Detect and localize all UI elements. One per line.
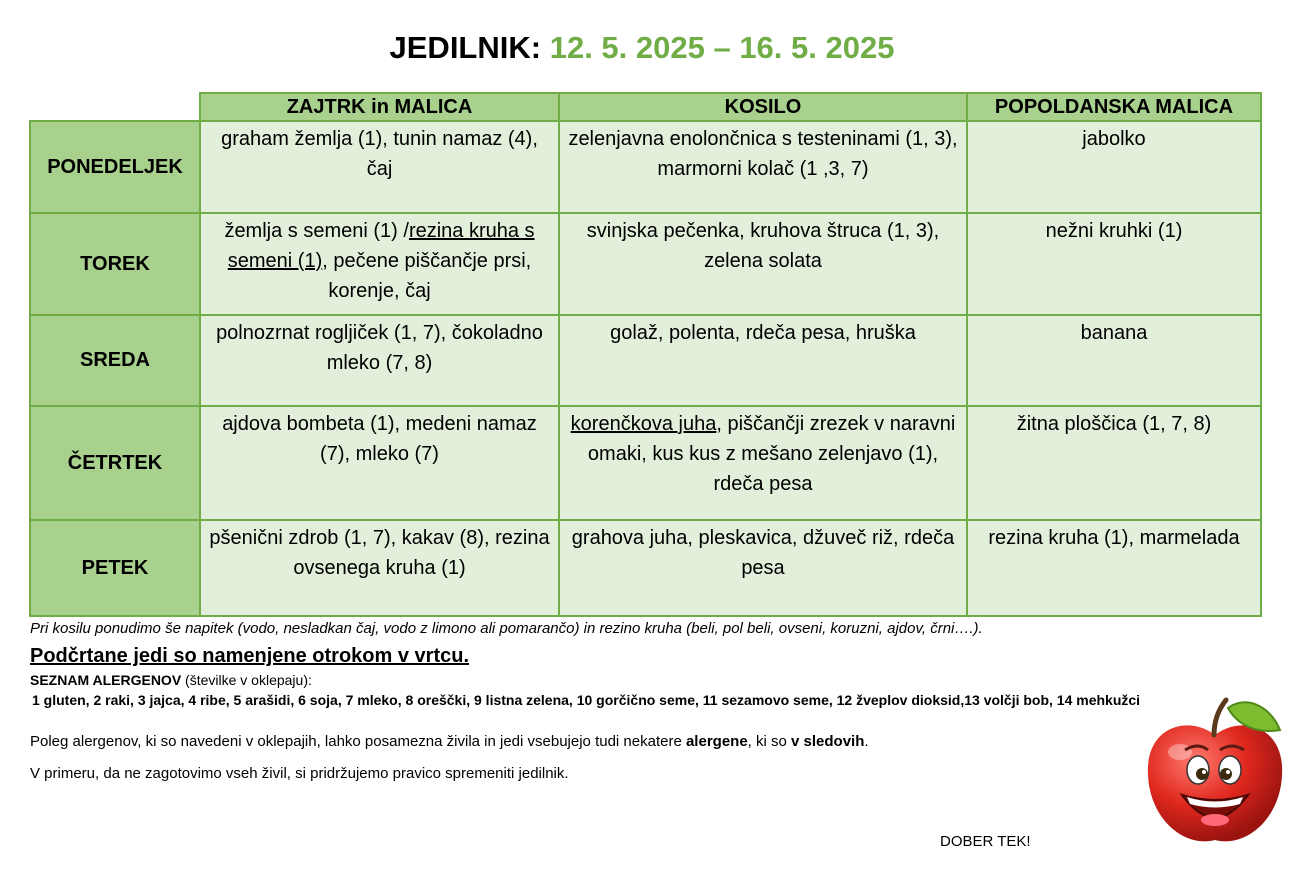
meal-text: nežni kruhki (1) bbox=[1045, 220, 1183, 242]
menu-table bbox=[29, 92, 1262, 617]
header-blank bbox=[30, 93, 200, 121]
meal-cell-kosilo bbox=[559, 520, 967, 616]
meal-cell-kosilo bbox=[559, 406, 967, 520]
meal-cell-popoldanska bbox=[967, 121, 1261, 213]
meal-text: polnozrnat rogljiček (1, 7), čokoladno mleko (7, 8) bbox=[216, 322, 543, 374]
meal-cell-zajtrk bbox=[200, 406, 559, 520]
meal-cell-kosilo bbox=[559, 315, 967, 406]
table-row bbox=[30, 121, 1261, 213]
header-zajtrk: ZAJTRK in MALICA bbox=[200, 93, 559, 121]
meal-cell-kosilo bbox=[559, 121, 967, 213]
traces-text-5: . bbox=[864, 733, 869, 750]
day-label: TOREK bbox=[30, 213, 200, 315]
meal-text: , piščančji zrezek v naravni omaki, kus kus z mešano zelenjavo (1), rdeča pesa bbox=[587, 413, 956, 495]
meal-cell-zajtrk bbox=[200, 213, 559, 315]
meal-text: žemlja s semeni (1) / bbox=[224, 220, 409, 242]
header-row bbox=[30, 93, 1261, 121]
allergen-heading-note: (številke v oklepaju): bbox=[181, 672, 312, 688]
meal-text: žitna ploščica (1, 7, 8) bbox=[1016, 413, 1212, 435]
meal-text: rezina kruha (1), marmelada bbox=[988, 527, 1240, 549]
meal-text: rezina kruha s semeni (1) bbox=[227, 220, 535, 272]
traces-note bbox=[30, 733, 869, 750]
underline-note: Podčrtane jedi so namenjene otrokom v vrtcu. bbox=[30, 645, 470, 667]
meal-cell-kosilo bbox=[559, 213, 967, 315]
page-title bbox=[0, 30, 1284, 66]
allergen-heading-title: SEZNAM ALERGENOV bbox=[30, 672, 182, 688]
meal-text: pšenični zdrob (1, 7), kakav (8), rezina ovsenega kruha (1) bbox=[209, 527, 550, 579]
traces-text-4: v sledovih bbox=[791, 733, 865, 750]
day-label: SREDA bbox=[30, 315, 200, 406]
meal-text: jabolko bbox=[1082, 128, 1146, 150]
meal-cell-popoldanska bbox=[967, 406, 1261, 520]
meal-text: korenčkova juha bbox=[570, 413, 717, 435]
meal-text: graham žemlja (1), tunin namaz (4), čaj bbox=[221, 128, 538, 180]
day-label: ČETRTEK bbox=[30, 406, 200, 520]
title-prefix: JEDILNIK: bbox=[389, 30, 542, 65]
table-row bbox=[30, 213, 1261, 315]
allergen-heading bbox=[30, 672, 312, 688]
meal-cell-zajtrk bbox=[200, 121, 559, 213]
meal-cell-zajtrk bbox=[200, 520, 559, 616]
change-note: V primeru, da ne zagotovimo vseh živil, si pridržujemo pravico spremeniti jedilnik. bbox=[30, 765, 569, 782]
traces-text-2: alergene bbox=[685, 733, 748, 750]
table-row bbox=[30, 406, 1261, 520]
table-row bbox=[30, 315, 1261, 406]
day-label: PONEDELJEK bbox=[30, 121, 200, 213]
day-label: PETEK bbox=[30, 520, 200, 616]
meal-cell-popoldanska bbox=[967, 315, 1261, 406]
smiling-apple-icon bbox=[1140, 690, 1290, 850]
allergen-list: 1 gluten, 2 raki, 3 jajca, 4 ribe, 5 arašidi, 6 soja, 7 mleko, 8 oreščki, 9 listna zelena, 10 gorčično seme, 11 sezamovo seme, 12 žveplov dioksid,13 volčji bob, 14 mehkužci bbox=[32, 692, 1141, 708]
meal-text: , pečene piščančje prsi, korenje, čaj bbox=[322, 250, 532, 302]
title-dates: 12. 5. 2025 – 16. 5. 2025 bbox=[549, 30, 895, 65]
meal-cell-zajtrk bbox=[200, 315, 559, 406]
table-row bbox=[30, 520, 1261, 616]
meal-text: svinjska pečenka, kruhova štruca (1, 3), zelena solata bbox=[586, 220, 940, 272]
meal-cell-popoldanska bbox=[967, 520, 1261, 616]
meal-text: banana bbox=[1080, 322, 1148, 344]
meal-text: zelenjavna enolončnica s testeninami (1, 3), marmorni kolač (1 ,3, 7) bbox=[568, 128, 958, 180]
meal-cell-popoldanska bbox=[967, 213, 1261, 315]
signoff: DOBER TEK! bbox=[940, 833, 1031, 850]
meal-text: golaž, polenta, rdeča pesa, hruška bbox=[610, 322, 916, 344]
meal-text: ajdova bombeta (1), medeni namaz (7), mleko (7) bbox=[222, 413, 537, 465]
drink-note: Pri kosilu ponudimo še napitek (vodo, nesladkan čaj, vodo z limono ali pomarančo) in rezino kruha (beli, pol beli, ovseni, koruzni, ajdov, črni….). bbox=[30, 620, 983, 637]
traces-text-1: Poleg alergenov, ki so navedeni v oklepajih, lahko posamezna živila in jedi vsebujejo tudi nekatere bbox=[30, 733, 686, 750]
header-popoldanska: POPOLDANSKA MALICA bbox=[967, 93, 1261, 121]
meal-text: grahova juha, pleskavica, džuveč riž, rdeča pesa bbox=[571, 527, 955, 579]
traces-text-3: , ki so bbox=[747, 733, 792, 750]
header-kosilo: KOSILO bbox=[559, 93, 967, 121]
